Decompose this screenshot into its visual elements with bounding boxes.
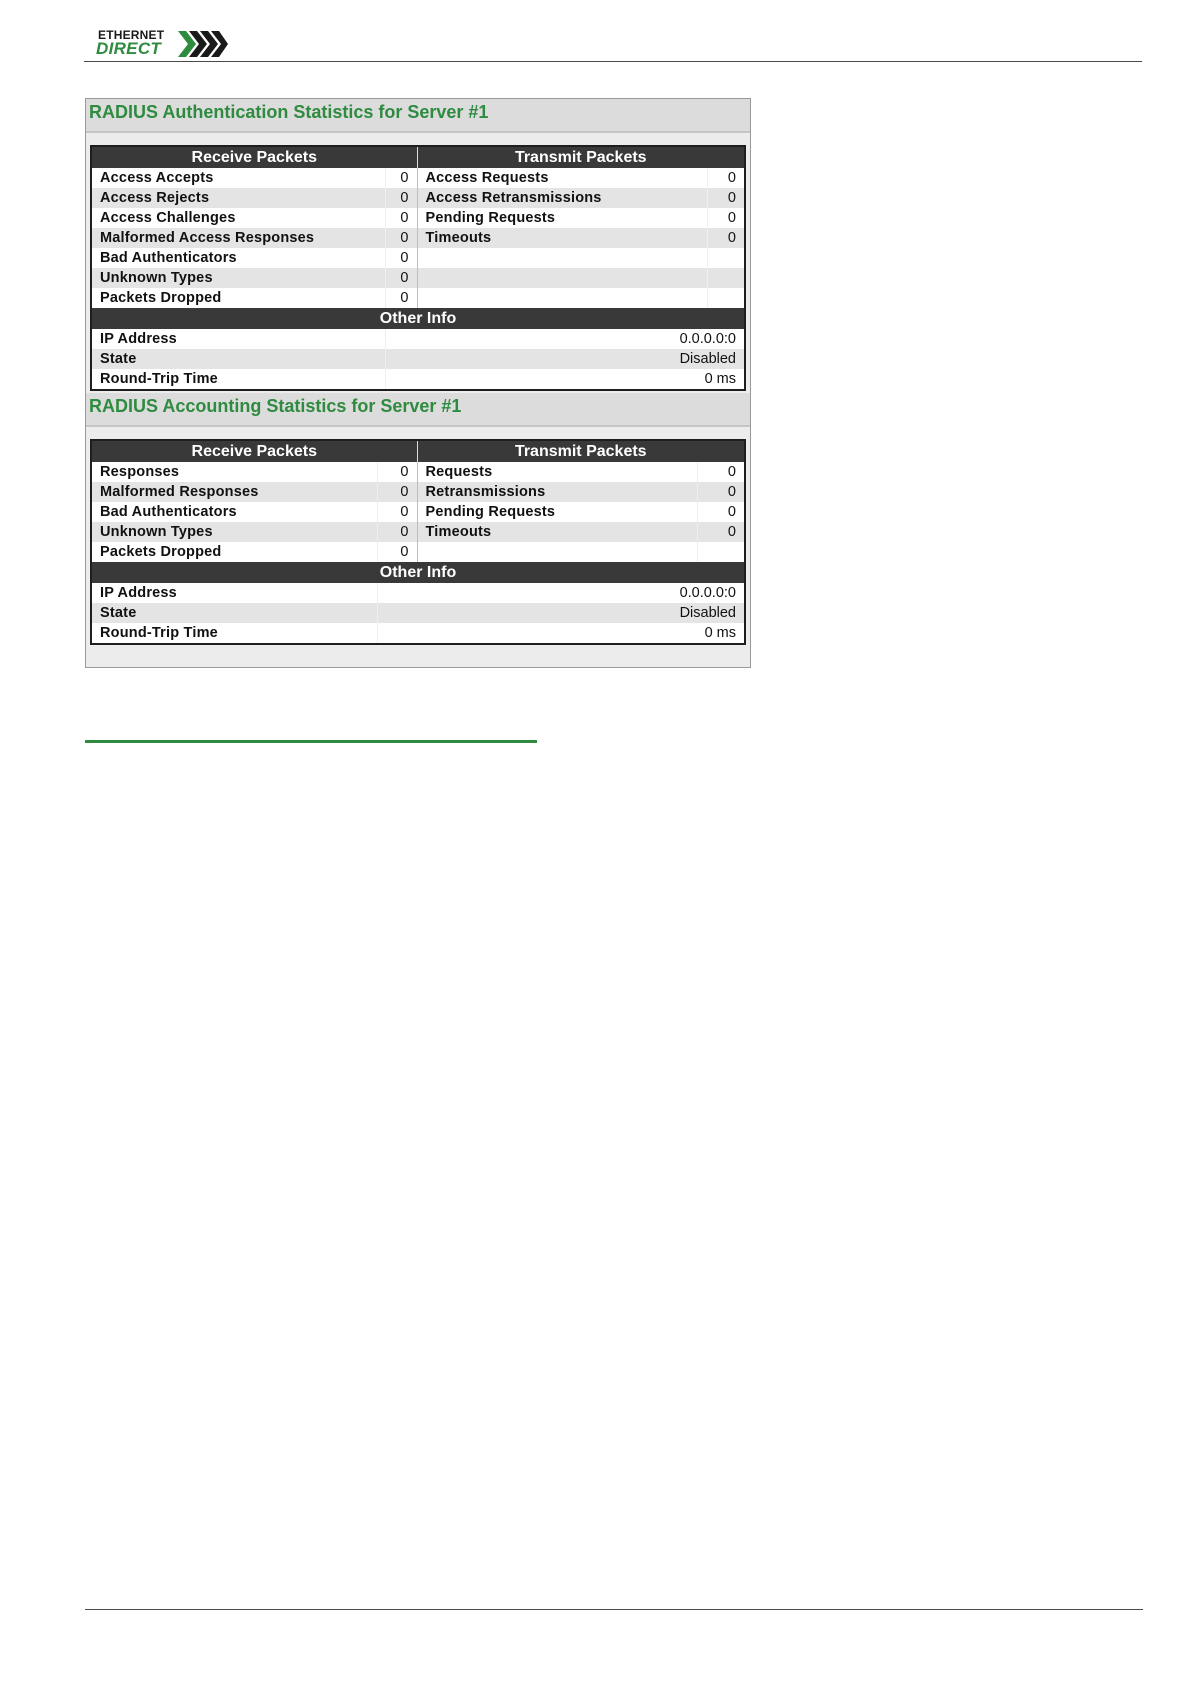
chevrons-icon <box>178 30 228 58</box>
tx-value <box>707 248 745 268</box>
rx-value: 0 <box>377 462 417 482</box>
rx-value: 0 <box>385 188 417 208</box>
tx-value: 0 <box>697 482 745 502</box>
info-value: 0 ms <box>385 369 745 390</box>
auth-section-title: RADIUS Authentication Statistics for Server #1 <box>86 99 750 133</box>
rx-label: Access Accepts <box>100 170 214 186</box>
tx-label: Timeouts <box>417 228 707 248</box>
rx-label: Packets Dropped <box>100 544 222 560</box>
tx-value <box>707 268 745 288</box>
tx-value: 0 <box>707 228 745 248</box>
logo-bottom-text: DIRECT <box>96 39 162 58</box>
info-row <box>91 349 745 369</box>
tx-label <box>417 248 707 268</box>
info-label: State <box>91 349 385 369</box>
info-label: State <box>91 603 377 623</box>
acct-receive-header: Receive Packets <box>91 440 417 462</box>
info-label: Round-Trip Time <box>100 625 218 641</box>
tx-label: Access Requests <box>425 170 549 186</box>
rx-value: 0 <box>385 248 417 268</box>
logo-top-text: ETHERNET <box>98 28 165 42</box>
rx-value: 0 <box>385 168 417 188</box>
rx-value: 0 <box>377 542 417 562</box>
rx-value: 0 <box>385 208 417 228</box>
tx-value: 0 <box>697 502 745 522</box>
auth-transmit-header: Transmit Packets <box>417 146 745 168</box>
auth-receive-header: Receive Packets <box>91 146 417 168</box>
acct-other-info-header: Other Info <box>91 562 745 583</box>
table-row <box>91 542 745 562</box>
table-row <box>91 268 745 288</box>
page-header <box>84 20 1142 62</box>
info-row <box>91 583 745 603</box>
info-label: IP Address <box>100 585 177 601</box>
table-row <box>91 248 745 268</box>
radius-statistics-screenshot <box>85 98 751 668</box>
tx-label <box>417 288 707 308</box>
info-value: Disabled <box>377 603 745 623</box>
table-row <box>91 482 745 502</box>
table-row <box>91 462 745 482</box>
info-row <box>91 369 745 390</box>
rx-label: Bad Authenticators <box>100 504 237 520</box>
tx-label: Pending Requests <box>425 504 556 520</box>
tx-value <box>707 288 745 308</box>
info-value: 0.0.0.0:0 <box>385 329 745 349</box>
info-label: Round-Trip Time <box>100 371 218 387</box>
rx-label: Malformed Responses <box>91 482 377 502</box>
section-divider <box>85 740 537 743</box>
info-row <box>91 623 745 644</box>
rx-value: 0 <box>385 268 417 288</box>
rx-label: Access Challenges <box>100 210 236 226</box>
acct-statistics-table <box>90 439 746 645</box>
header-divider <box>84 61 1142 62</box>
info-row <box>91 603 745 623</box>
tx-value: 0 <box>707 208 745 228</box>
tx-label: Requests <box>425 464 493 480</box>
rx-label: Packets Dropped <box>100 290 222 306</box>
tx-label <box>417 542 697 562</box>
rx-label: Unknown Types <box>91 268 385 288</box>
rx-label: Malformed Access Responses <box>91 228 385 248</box>
tx-value: 0 <box>697 522 745 542</box>
acct-section-title: RADIUS Accounting Statistics for Server #1 <box>86 393 750 427</box>
tx-label: Access Retransmissions <box>417 188 707 208</box>
auth-other-info-header: Other Info <box>91 308 745 329</box>
info-value: 0 ms <box>377 623 745 644</box>
table-row <box>91 188 745 208</box>
auth-statistics-table <box>90 145 746 391</box>
tx-label: Timeouts <box>417 522 697 542</box>
table-row <box>91 288 745 308</box>
rx-label: Access Rejects <box>91 188 385 208</box>
rx-value: 0 <box>377 522 417 542</box>
info-row <box>91 329 745 349</box>
info-label: IP Address <box>100 331 177 347</box>
tx-label: Retransmissions <box>417 482 697 502</box>
ethernet-direct-logo <box>94 28 234 60</box>
acct-transmit-header: Transmit Packets <box>417 440 745 462</box>
table-row <box>91 208 745 228</box>
table-row <box>91 228 745 248</box>
rx-value: 0 <box>385 228 417 248</box>
tx-label <box>417 268 707 288</box>
tx-value: 0 <box>707 168 745 188</box>
rx-value: 0 <box>377 482 417 502</box>
info-value: 0.0.0.0:0 <box>377 583 745 603</box>
table-row <box>91 168 745 188</box>
rx-label: Unknown Types <box>91 522 377 542</box>
tx-label: Pending Requests <box>425 210 556 226</box>
table-row <box>91 502 745 522</box>
footer-divider <box>85 1609 1143 1610</box>
tx-value <box>697 542 745 562</box>
info-value: Disabled <box>385 349 745 369</box>
rx-value: 0 <box>377 502 417 522</box>
rx-value: 0 <box>385 288 417 308</box>
tx-value: 0 <box>707 188 745 208</box>
rx-label: Responses <box>100 464 180 480</box>
rx-label: Bad Authenticators <box>100 250 237 266</box>
tx-value: 0 <box>697 462 745 482</box>
table-row <box>91 522 745 542</box>
